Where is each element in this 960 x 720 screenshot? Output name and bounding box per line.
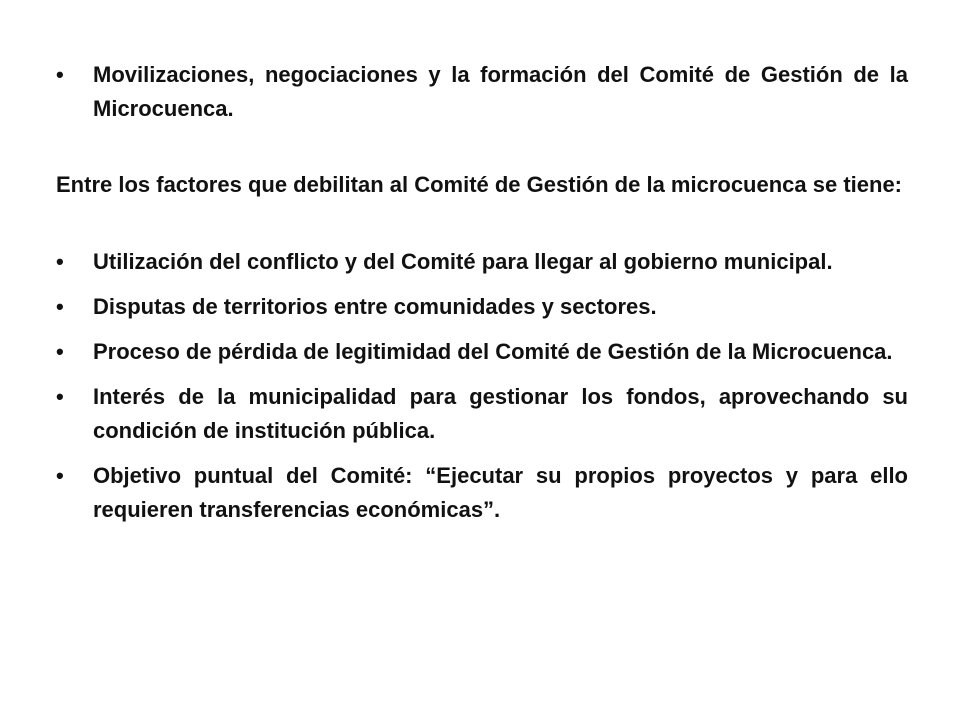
bullet-icon: • [56,294,64,319]
bullet-icon: • [56,463,64,488]
bullet-text: Objetivo puntual del Comité: “Ejecutar su propios proyectos y para ello requieren transferencias económicas”. [93,463,908,522]
bullet-text: Disputas de territorios entre comunidades y sectores. [93,294,657,319]
bullet-icon: • [56,339,64,364]
bullet-item [56,459,908,527]
bullet-item [56,380,908,448]
bullet-item [56,335,908,369]
bullet-text: Interés de la municipalidad para gestionar los fondos, aprovechando su condición de institución pública. [93,384,908,443]
slide-content [56,58,908,538]
factors-intro-paragraph: Entre los factores que debilitan al Comité de Gestión de la microcuenca se tiene: [56,172,903,197]
bullet-icon: • [56,62,64,87]
bullet-item [56,245,908,279]
bullet-item [56,290,908,324]
bullet-text: Movilizaciones, negociaciones y la formación del Comité de Gestión de la Microcuenca. [93,62,908,121]
factors-bullet-list [56,245,908,527]
bullet-text: Utilización del conflicto y del Comité para llegar al gobierno municipal. [93,249,833,274]
bullet-item [56,58,908,126]
bullet-icon: • [56,249,64,274]
bullet-icon: • [56,384,64,409]
intro-bullet-list [56,58,908,126]
bullet-text: Proceso de pérdida de legitimidad del Comité de Gestión de la Microcuenca. [93,339,893,364]
